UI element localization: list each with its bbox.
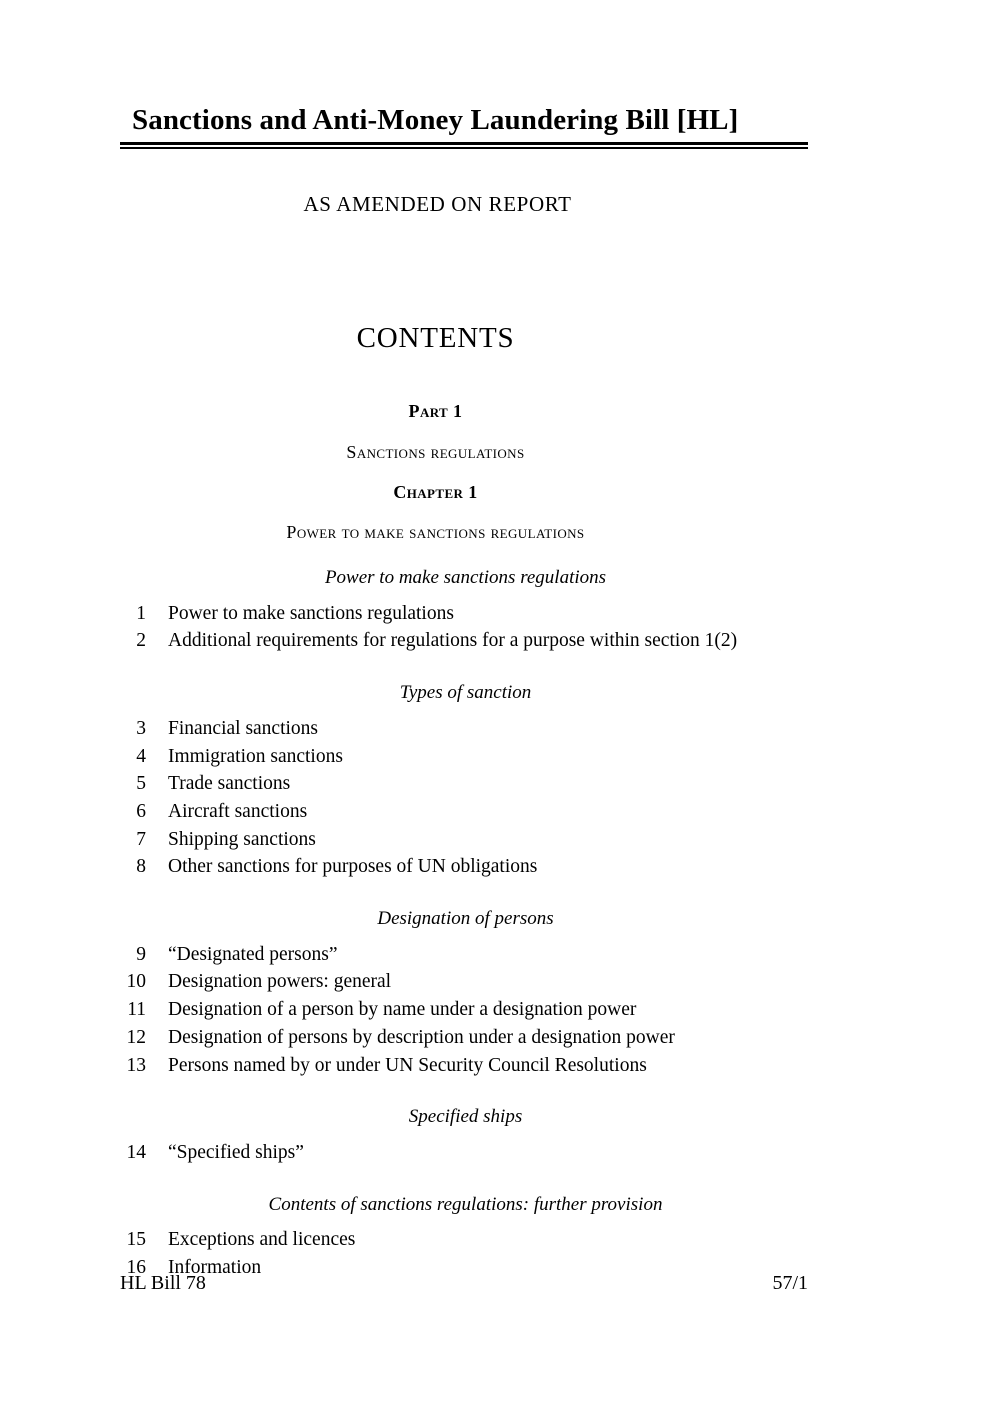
toc-entry-number: 8 [136,856,146,878]
toc-entry-number: 15 [126,1229,146,1251]
toc-entry[interactable] [0,1139,991,1167]
toc-entry-label: Additional requirements for regulations for a purpose within section 1(2) [168,630,738,652]
toc-group [0,907,991,1079]
contents-heading: CONTENTS [356,322,515,354]
chapter-subject: Power to make sanctions regulations [286,522,585,542]
toc-entry[interactable] [0,715,991,743]
toc-entry-number: 4 [136,745,146,767]
toc-entry-label: Power to make sanctions regulations [168,602,454,624]
toc-entry-label: Persons named by or under UN Security Council Resolutions [168,1054,647,1076]
title-block [120,104,808,149]
toc-entry[interactable] [0,770,991,798]
toc-entry[interactable] [0,1052,991,1080]
toc-group-title: Types of sanction [399,682,532,704]
toc-group-title: Contents of sanctions regulations: further provision [268,1193,663,1215]
toc-entry-number: 3 [136,717,146,739]
toc-entry-number: 2 [136,630,146,652]
footer-page-reference: 57/1 [772,1272,808,1294]
toc-entry-label: “Specified ships” [168,1141,304,1163]
toc-entry-number: 13 [126,1054,146,1076]
toc-entry[interactable] [0,996,991,1024]
toc-entry[interactable] [0,1226,991,1254]
toc-entry-number: 1 [136,602,146,624]
toc-entry-number: 7 [136,828,146,850]
toc-group [0,1193,991,1282]
toc-group-title: Designation of persons [377,908,554,929]
toc-entry-label: Designation of a person by name under a designation power [168,999,637,1021]
toc-entry-label: Trade sanctions [168,773,291,795]
bill-stage-label: AS AMENDED ON REPORT [303,192,572,216]
toc-entry-number: 16 [126,1257,146,1279]
toc-entry[interactable] [0,826,991,854]
toc-entry[interactable] [0,968,991,996]
toc-entry-number: 5 [136,773,146,795]
footer-bill-number: HL Bill 78 [120,1272,206,1294]
toc-entry-number: 10 [126,971,146,993]
toc-entry-label: Designation of persons by description under a designation power [168,1026,675,1048]
page-title: Sanctions and Anti-Money Laundering Bill [HL] [132,104,739,136]
toc-group-title: Power to make sanctions regulations [324,567,607,588]
toc-entry-label: Designation powers: general [168,971,392,993]
toc-entry[interactable] [0,798,991,826]
table-of-contents [0,566,991,1308]
toc-entry-number: 14 [126,1141,146,1163]
toc-entry-label: “Designated persons” [168,943,338,965]
toc-entry-label: Exceptions and licences [168,1229,356,1251]
toc-entry-number: 11 [127,999,146,1021]
toc-entry-number: 9 [136,943,146,965]
page-footer [120,1272,808,1295]
title-rule-lower [120,147,808,149]
chapter-label: Chapter 1 [393,482,478,502]
toc-group [0,681,991,881]
toc-entry[interactable] [0,743,991,771]
toc-entry[interactable] [0,627,991,655]
toc-entry-label: Shipping sanctions [168,828,316,850]
toc-group-title: Specified ships [408,1106,523,1128]
toc-entry[interactable] [0,853,991,881]
toc-entry-label: Other sanctions for purposes of UN obligations [168,856,538,878]
toc-group [0,1105,991,1166]
toc-entry[interactable] [0,600,991,628]
toc-entry[interactable] [0,941,991,969]
toc-entry-number: 6 [136,800,146,822]
toc-entry[interactable] [0,1024,991,1052]
part-subject: Sanctions regulations [346,442,525,462]
toc-entry-label: Immigration sanctions [168,745,343,767]
toc-entry-number: 12 [126,1026,146,1048]
toc-group [0,566,991,655]
toc-entry-label: Aircraft sanctions [168,800,308,822]
part-label: Part 1 [408,401,463,421]
toc-entry-label: Information [168,1257,262,1279]
toc-entry-label: Financial sanctions [168,717,319,739]
